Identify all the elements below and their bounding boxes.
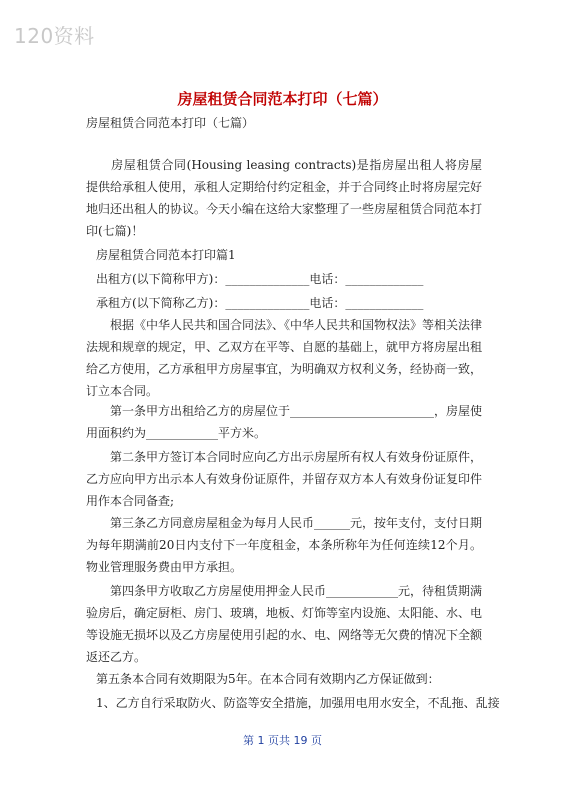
basis-paragraph: 根据《中华人民共和国合同法》、《中华人民共和国物权法》等相关法律法规和规章的规定，甲、乙双方在平等、自愿的基础上，就甲方将房屋出租给乙方使用，乙方承租甲方房屋事宜，为明确双方权利义务，经协商一致，订立本合同。 (86, 318, 483, 398)
lessee-line: 承租方(以下简称乙方)：______________电话：_____________ (96, 296, 424, 310)
article-5-item-1: 1、乙方自行采取防火、防盗等安全措施，加强用电用水安全，不乱拖、乱接 (96, 696, 500, 710)
intro-paragraph: 房屋租赁合同(Housing leasing contracts)是指房屋出租人将房屋提供给承租人使用，承租人定期给付约定租金，并于合同终止时将房屋完好地归还出租人的协议。今天小编在这给大家整理了一些房屋租赁合同范本打印(七篇)！ (86, 158, 483, 238)
page-footer: 第 1 页共 19 页 (243, 734, 322, 747)
article-4: 第四条甲方收取乙方房屋使用押金人民币____________元，待租赁期满验房后，确定厨柜、房门、玻璃，地板、灯饰等室内设施、太阳能、水、电等设施无损坏以及乙方房屋使用引起的水、电、网络等无欠费的情况下全额返还乙方。 (86, 584, 483, 664)
lessor-line: 出租方(以下简称甲方)：______________电话：_____________ (96, 272, 424, 286)
article-2: 第二条甲方签订本合同时应向乙方出示房屋所有权人有效身份证原件，乙方应向甲方出示本人有效身份证原件，并留存双方本人有效身份证复印件用作本合同备查; (86, 450, 483, 508)
section-title: 房屋租赁合同范本打印篇1 (96, 248, 236, 262)
document-title: 房屋租赁合同范本打印（七篇） (177, 90, 388, 108)
document-subtitle: 房屋租赁合同范本打印（七篇） (86, 116, 255, 130)
article-3: 第三条乙方同意房屋租金为每月人民币______元，按年支付，支付日期为每年期满前20日内支付下一年度租金，本条所称年为任何连续12个月。物业管理服务费由甲方承担。 (86, 516, 483, 574)
article-1: 第一条甲方出租给乙方的房屋位于________________________，房屋使用面积约为____________平方米。 (86, 404, 483, 440)
article-5: 第五条本合同有效期限为5年。在本合同有效期内乙方保证做到： (96, 672, 440, 686)
watermark-logo: 120资料 (14, 24, 95, 48)
